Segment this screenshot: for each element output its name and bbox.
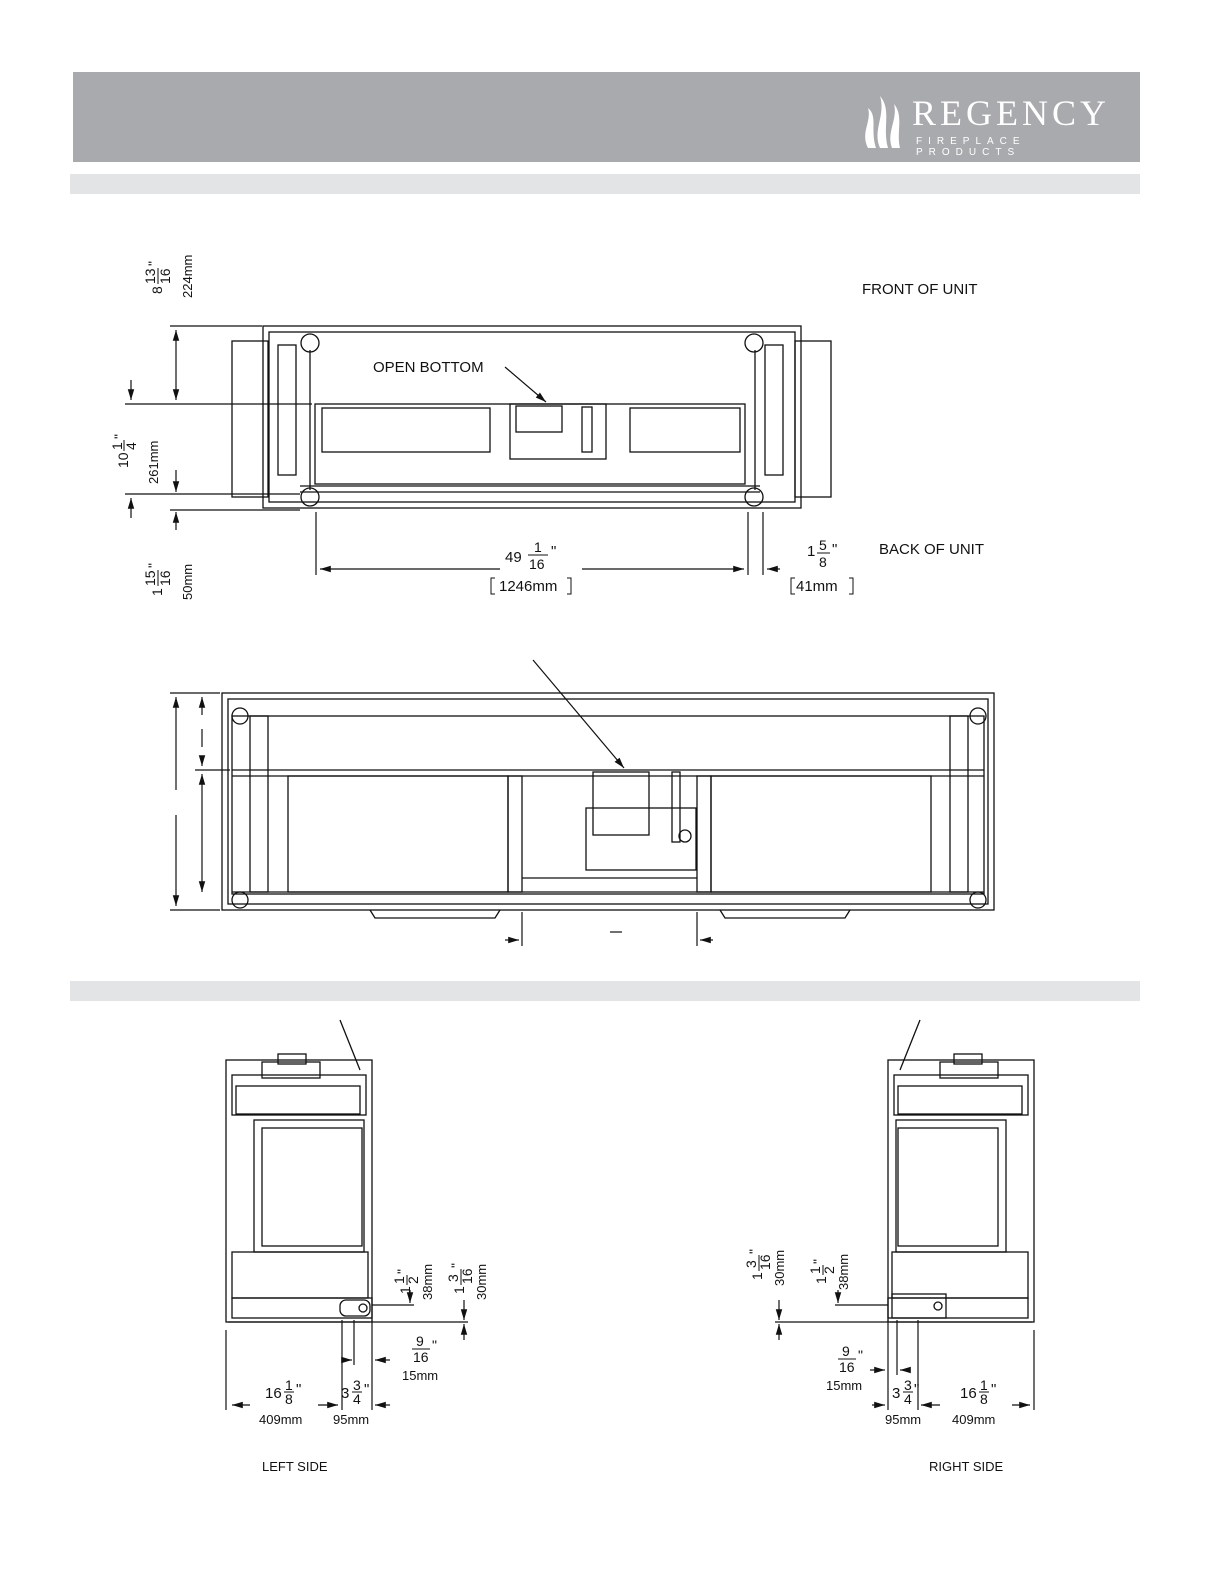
- svg-text:16: 16: [265, 1385, 282, 1402]
- back-of-unit-label: BACK OF UNIT: [879, 541, 985, 558]
- svg-text:95mm: 95mm: [333, 1412, 370, 1427]
- svg-text:16: 16: [757, 1254, 773, 1270]
- svg-text:2: 2: [405, 1276, 421, 1284]
- svg-text:4: 4: [123, 442, 139, 450]
- svg-text:16: 16: [960, 1385, 977, 1402]
- svg-text:1: 1: [451, 1286, 467, 1294]
- svg-text:16: 16: [839, 1359, 855, 1375]
- svg-text:1: 1: [534, 539, 542, 555]
- svg-text:3: 3: [743, 1260, 759, 1268]
- left-dim-5: [333, 1377, 369, 1427]
- svg-text:16: 16: [529, 556, 545, 572]
- svg-text:3: 3: [892, 1385, 901, 1402]
- logo-tagline: FIREPLACE PRODUCTS: [916, 136, 1026, 158]
- right-dim-2: [807, 1254, 851, 1290]
- svg-text:41mm: 41mm: [796, 578, 838, 595]
- svg-text:30mm: 30mm: [772, 1249, 787, 1286]
- right-dim-3: [826, 1343, 863, 1393]
- svg-text:38mm: 38mm: [836, 1253, 851, 1290]
- svg-text:": ": [394, 1269, 410, 1274]
- svg-text:8: 8: [819, 554, 827, 570]
- svg-text:16: 16: [157, 268, 173, 284]
- front-of-unit-label: FRONT OF UNIT: [862, 281, 978, 298]
- dim-bottom-depth: [142, 563, 195, 600]
- svg-text:1: 1: [807, 543, 816, 560]
- left-side-label: LEFT SIDE: [262, 1459, 328, 1474]
- svg-text:8: 8: [285, 1391, 293, 1407]
- right-dim-4: [885, 1377, 921, 1427]
- svg-text:16: 16: [413, 1349, 429, 1365]
- right-side-label: RIGHT SIDE: [929, 1459, 1004, 1474]
- svg-text:": ": [914, 1381, 920, 1398]
- right-dim-5: [952, 1377, 996, 1427]
- svg-text:261mm: 261mm: [146, 440, 161, 484]
- svg-text:": ": [432, 1337, 437, 1353]
- logo-brand: REGENCY: [912, 93, 1110, 133]
- svg-text:8: 8: [149, 286, 165, 294]
- svg-text:409mm: 409mm: [952, 1412, 996, 1427]
- open-bottom-label: OPEN BOTTOM: [373, 359, 484, 376]
- svg-text:95mm: 95mm: [885, 1412, 922, 1427]
- svg-text:10: 10: [115, 452, 131, 468]
- svg-text:": ": [551, 543, 557, 560]
- svg-text:1: 1: [813, 1276, 829, 1284]
- svg-text:": ": [145, 261, 161, 266]
- svg-text:1: 1: [149, 588, 165, 596]
- svg-text:": ": [111, 434, 127, 439]
- svg-text:": ": [832, 541, 838, 558]
- svg-text:": ": [746, 1249, 762, 1254]
- svg-text:409mm: 409mm: [259, 1412, 303, 1427]
- left-dim-3: [402, 1333, 438, 1383]
- front-view-drawing: [222, 693, 994, 918]
- svg-text:9: 9: [842, 1343, 850, 1359]
- left-side-drawing: [226, 1020, 372, 1322]
- svg-text:": ": [364, 1381, 370, 1398]
- svg-text:": ": [296, 1381, 302, 1398]
- dim-width: [491, 539, 571, 595]
- top-view-drawing: [232, 326, 831, 508]
- right-side-drawing: [888, 1020, 1034, 1322]
- left-dim-2: [445, 1263, 489, 1300]
- svg-text:3: 3: [445, 1274, 461, 1282]
- left-dim-4: [259, 1377, 302, 1427]
- svg-text:9: 9: [416, 1333, 424, 1349]
- left-dim-1: [391, 1264, 435, 1300]
- svg-text:": ": [858, 1347, 863, 1363]
- svg-text:4: 4: [353, 1391, 361, 1407]
- svg-text:3: 3: [904, 1377, 912, 1393]
- svg-text:15: 15: [142, 570, 158, 586]
- svg-text:5: 5: [819, 537, 827, 553]
- svg-text:13: 13: [142, 268, 158, 284]
- svg-text:2: 2: [821, 1266, 837, 1274]
- svg-text:1: 1: [391, 1276, 407, 1284]
- svg-text:": ": [145, 563, 161, 568]
- svg-text:3: 3: [341, 1385, 350, 1402]
- svg-text:224mm: 224mm: [180, 254, 195, 298]
- svg-text:50mm: 50mm: [180, 563, 195, 600]
- svg-text:1: 1: [397, 1286, 413, 1294]
- svg-text:": ": [448, 1263, 464, 1268]
- svg-text:1: 1: [285, 1377, 293, 1393]
- svg-text:1: 1: [749, 1272, 765, 1280]
- svg-text:": ": [991, 1381, 997, 1398]
- dim-middle-depth: [109, 434, 161, 484]
- svg-text:8: 8: [980, 1391, 988, 1407]
- svg-text:30mm: 30mm: [474, 1263, 489, 1300]
- svg-text:38mm: 38mm: [420, 1263, 435, 1300]
- svg-text:16: 16: [157, 570, 173, 586]
- svg-text:15mm: 15mm: [826, 1378, 863, 1393]
- svg-text:1246mm: 1246mm: [499, 578, 558, 595]
- svg-text:1: 1: [980, 1377, 988, 1393]
- svg-text:15mm: 15mm: [402, 1368, 439, 1383]
- svg-text:49: 49: [505, 549, 522, 566]
- svg-text:": ": [810, 1259, 826, 1264]
- dim-top-depth: [142, 255, 195, 298]
- dim-right-offset: [791, 537, 853, 595]
- svg-text:1: 1: [109, 442, 125, 450]
- svg-text:16: 16: [459, 1268, 475, 1284]
- svg-text:4: 4: [904, 1391, 912, 1407]
- svg-text:3: 3: [353, 1377, 361, 1393]
- svg-text:1: 1: [807, 1266, 823, 1274]
- right-dim-1: [743, 1249, 787, 1286]
